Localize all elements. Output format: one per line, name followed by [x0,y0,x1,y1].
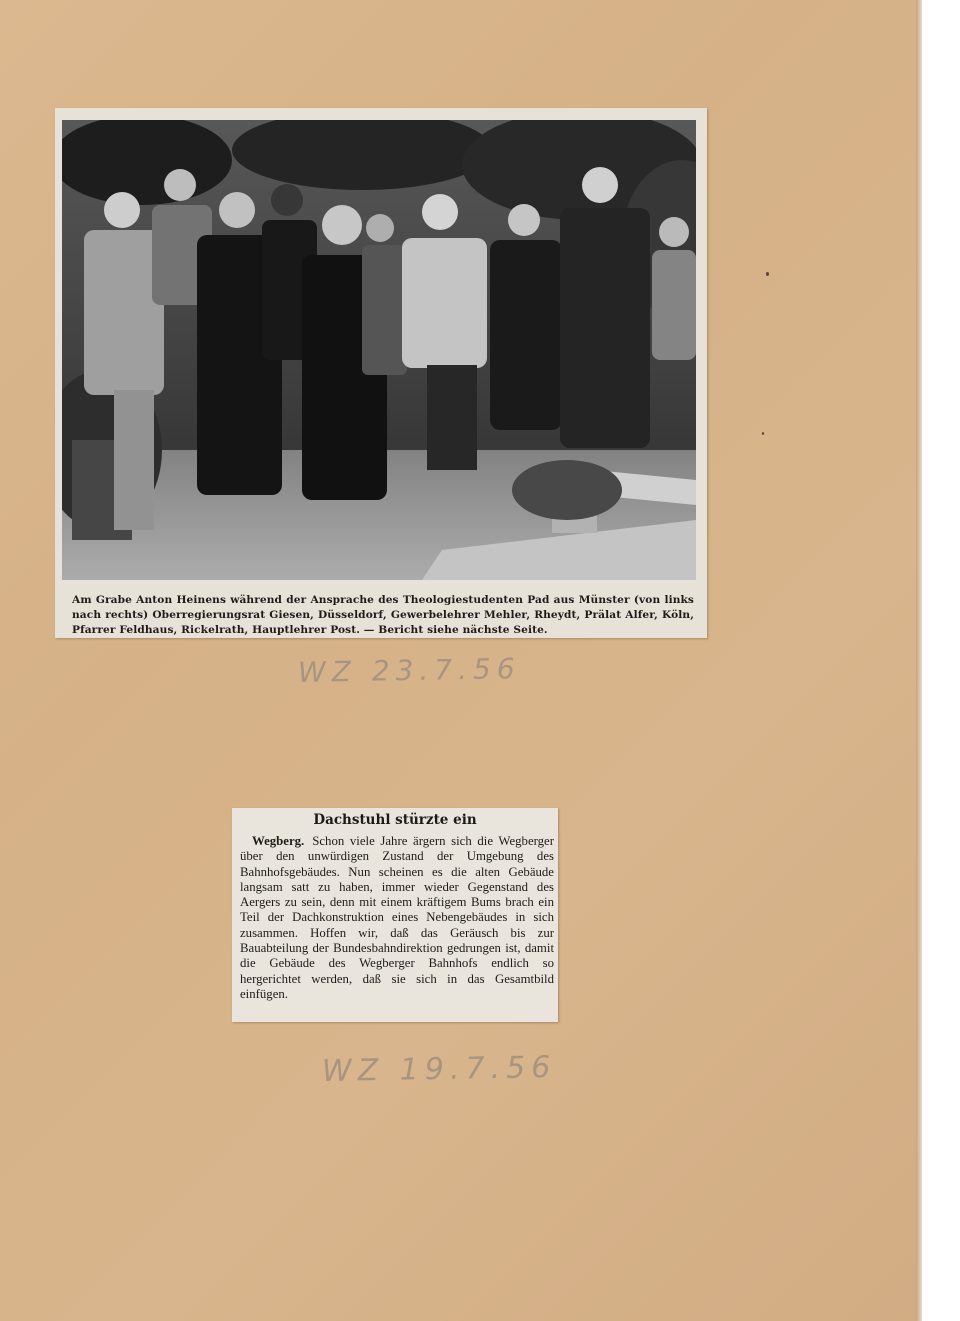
article-text: Schon viele Jahre ärgern sich die Wegberger über den unwürdigen Zustand der Umgebung des Bahnhofsgebäudes. Nun scheinen es die alten Gebäude langsam satt zu haben, immer wieder Gegenstand des Aergers zu sein, denn mit einem kräftigem Bums brach ein Teil der Dachkonstruktion eines Nebengebäudes in sich zusammen. Hoffen wir, daß das Geräusch bis zur Bauabteilung der Bundesbahndirektion gedrungen ist, damit die Gebäude des Wegberger Bahnhofs endlich so hergerichtet werden, daß sie sich in das Gesamtbild einfügen. [240,834,554,1001]
article-clipping [232,808,558,1022]
article-location: Wegberg. [252,834,305,848]
article-body [240,834,554,1002]
photo-caption: Am Grabe Anton Heinens während der Ansprache des Theologiestudenten Pad aus Münster (von links nach rechts) Oberregierungsrat Giesen, Düsseldorf, Gewerbelehrer Mehler, Rheydt, Prälat Alfer, Köln, Pfarrer Feldhaus, Rickelrath, Hauptlehrer Post. — Bericht siehe nächste Seite. [72,594,694,636]
paper-speck [762,432,764,435]
photo-clipping [55,108,707,638]
handwritten-date-2: WZ 19.7.56 [321,1049,557,1090]
handwritten-date-1: WZ 23.7.56 [297,652,521,689]
article-headline: Dachstuhl stürzte ein [313,812,477,828]
sheet-edge [916,0,922,1321]
grave-ceremony-photo [62,120,696,580]
paper-speck [766,272,769,276]
